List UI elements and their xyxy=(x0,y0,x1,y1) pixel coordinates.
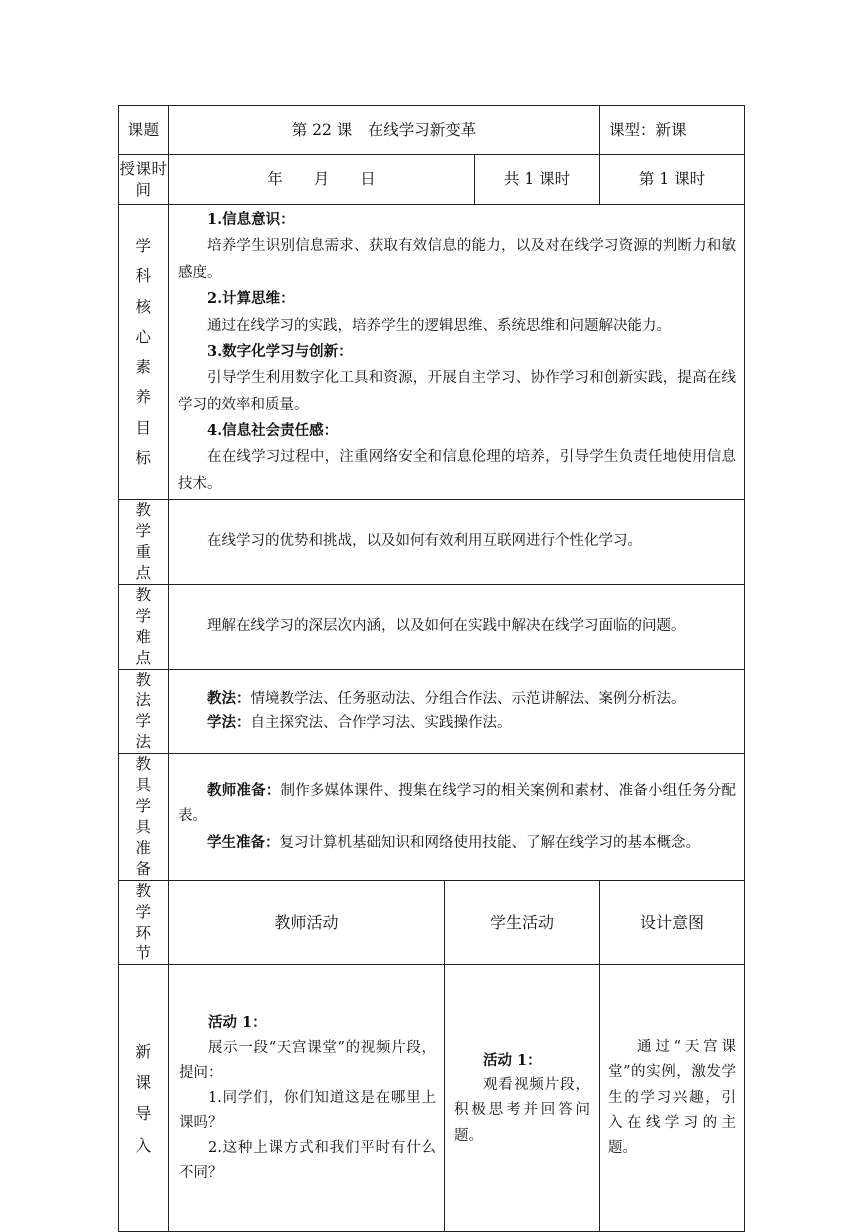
teacher-activity-header: 教师活动 xyxy=(169,880,445,965)
time-row xyxy=(119,155,745,205)
intro-teacher-activity xyxy=(169,965,445,1232)
intro-label: 新课导入 xyxy=(119,965,169,1232)
total-periods: 共 1 课时 xyxy=(475,155,600,205)
goal-1-title: 1.信息意识： xyxy=(207,211,295,228)
methods-row xyxy=(119,669,745,754)
intro-student-activity-text: 观看视频片段，积极思考并回答问题。 xyxy=(454,1077,590,1144)
teacher-prep-text: 制作多媒体课件、搜集在线学习的相关案例和素材、准备小组任务分配表。 xyxy=(178,782,736,825)
tools-label: 教具学具准备 xyxy=(119,754,169,881)
process-header-row xyxy=(119,880,745,965)
key-points-label: 教学重点 xyxy=(119,500,169,585)
tools-content xyxy=(169,754,745,881)
lesson-title: 第 22 课 在线学习新变革 xyxy=(169,106,600,155)
intro-row xyxy=(119,965,745,1232)
difficulties-label: 教学难点 xyxy=(119,584,169,669)
learning-methods xyxy=(178,711,736,735)
intro-student-activity xyxy=(445,965,600,1232)
difficulties-row xyxy=(119,584,745,669)
goal-2-text: 通过在线学习的实践，培养学生的逻辑思维、系统思维和问题解决能力。 xyxy=(207,317,671,334)
intro-teacher-line-3: 2.这种上课方式和我们平时有什么不同？ xyxy=(179,1139,436,1181)
topic-label: 课题 xyxy=(119,106,169,155)
intro-design-intent-text: 通过“天宫课堂”的实例，激发学生的学习兴趣，引入在线学习的主题。 xyxy=(608,1038,736,1157)
learning-methods-title: 学法： xyxy=(207,714,251,732)
methods-content xyxy=(169,669,745,754)
student-prep-title: 学生准备： xyxy=(207,833,280,851)
goal-1-text: 培养学生识别信息需求、获取有效信息的能力，以及对在线学习资源的判断力和敏感度。 xyxy=(178,238,736,281)
intro-teacher-line-1: 展示一段“天宫课堂”的视频片段，提问： xyxy=(179,1040,436,1081)
difficulties-paragraph: 理解在线学习的深层次内涵，以及如何在实践中解决在线学习面临的问题。 xyxy=(207,618,686,635)
goal-2-title: 2.计算思维： xyxy=(207,290,295,308)
student-activity-header: 学生活动 xyxy=(445,880,600,965)
goals-label: 学科核心素养目标 xyxy=(119,205,169,500)
methods-label: 教法学法 xyxy=(119,669,169,754)
topic-row xyxy=(119,106,745,155)
lesson-type: 课型：新课 xyxy=(600,106,745,155)
learning-methods-text: 自主探究法、合作学习法、实践操作法。 xyxy=(250,715,512,732)
teaching-methods xyxy=(178,687,736,711)
student-prep-text: 复习计算机基础知识和网络使用技能、了解在线学习的基本概念。 xyxy=(279,834,700,851)
student-prep xyxy=(178,830,736,856)
goal-4-text: 在在线学习过程中，注重网络安全和信息伦理的培养，引导学生负责任地使用信息技术。 xyxy=(178,449,736,492)
intro-teacher-line-2: 1.同学们，你们知道这是在哪里上课吗？ xyxy=(179,1089,436,1131)
intro-design-intent xyxy=(600,965,745,1232)
key-points-text xyxy=(169,500,745,585)
lesson-plan-table xyxy=(118,105,745,1232)
key-points-row xyxy=(119,500,745,585)
goal-3-text: 引导学生利用数字化工具和资源，开展自主学习、协作学习和创新实践，提高在线学习的效率和质量。 xyxy=(178,370,736,413)
goals-row xyxy=(119,205,745,500)
goal-4-title: 4.信息社会责任感： xyxy=(207,422,339,439)
design-intent-header: 设计意图 xyxy=(600,880,745,965)
goal-3-title: 3.数字化学习与创新： xyxy=(207,342,353,360)
goals-content xyxy=(169,205,745,500)
difficulties-text xyxy=(169,584,745,669)
lesson-date: 年 月 日 xyxy=(169,155,475,205)
teaching-methods-title: 教法： xyxy=(207,690,251,708)
teacher-prep-title: 教师准备： xyxy=(207,781,281,799)
intro-teacher-activity-title: 活动 1： xyxy=(208,1014,267,1032)
time-label: 授课时间 xyxy=(119,155,169,205)
intro-student-activity-title: 活动 1： xyxy=(483,1051,542,1069)
lesson-plan-sheet xyxy=(118,105,744,1232)
current-period: 第 1 课时 xyxy=(600,155,745,205)
key-points-paragraph: 在线学习的优势和挑战，以及如何有效利用互联网进行个性化学习。 xyxy=(207,533,642,550)
teaching-methods-text: 情境教学法、任务驱动法、分组合作法、示范讲解法、案例分析法。 xyxy=(250,691,686,708)
tools-row xyxy=(119,754,745,881)
teacher-prep xyxy=(178,778,736,830)
process-label: 教学环节 xyxy=(119,880,169,965)
